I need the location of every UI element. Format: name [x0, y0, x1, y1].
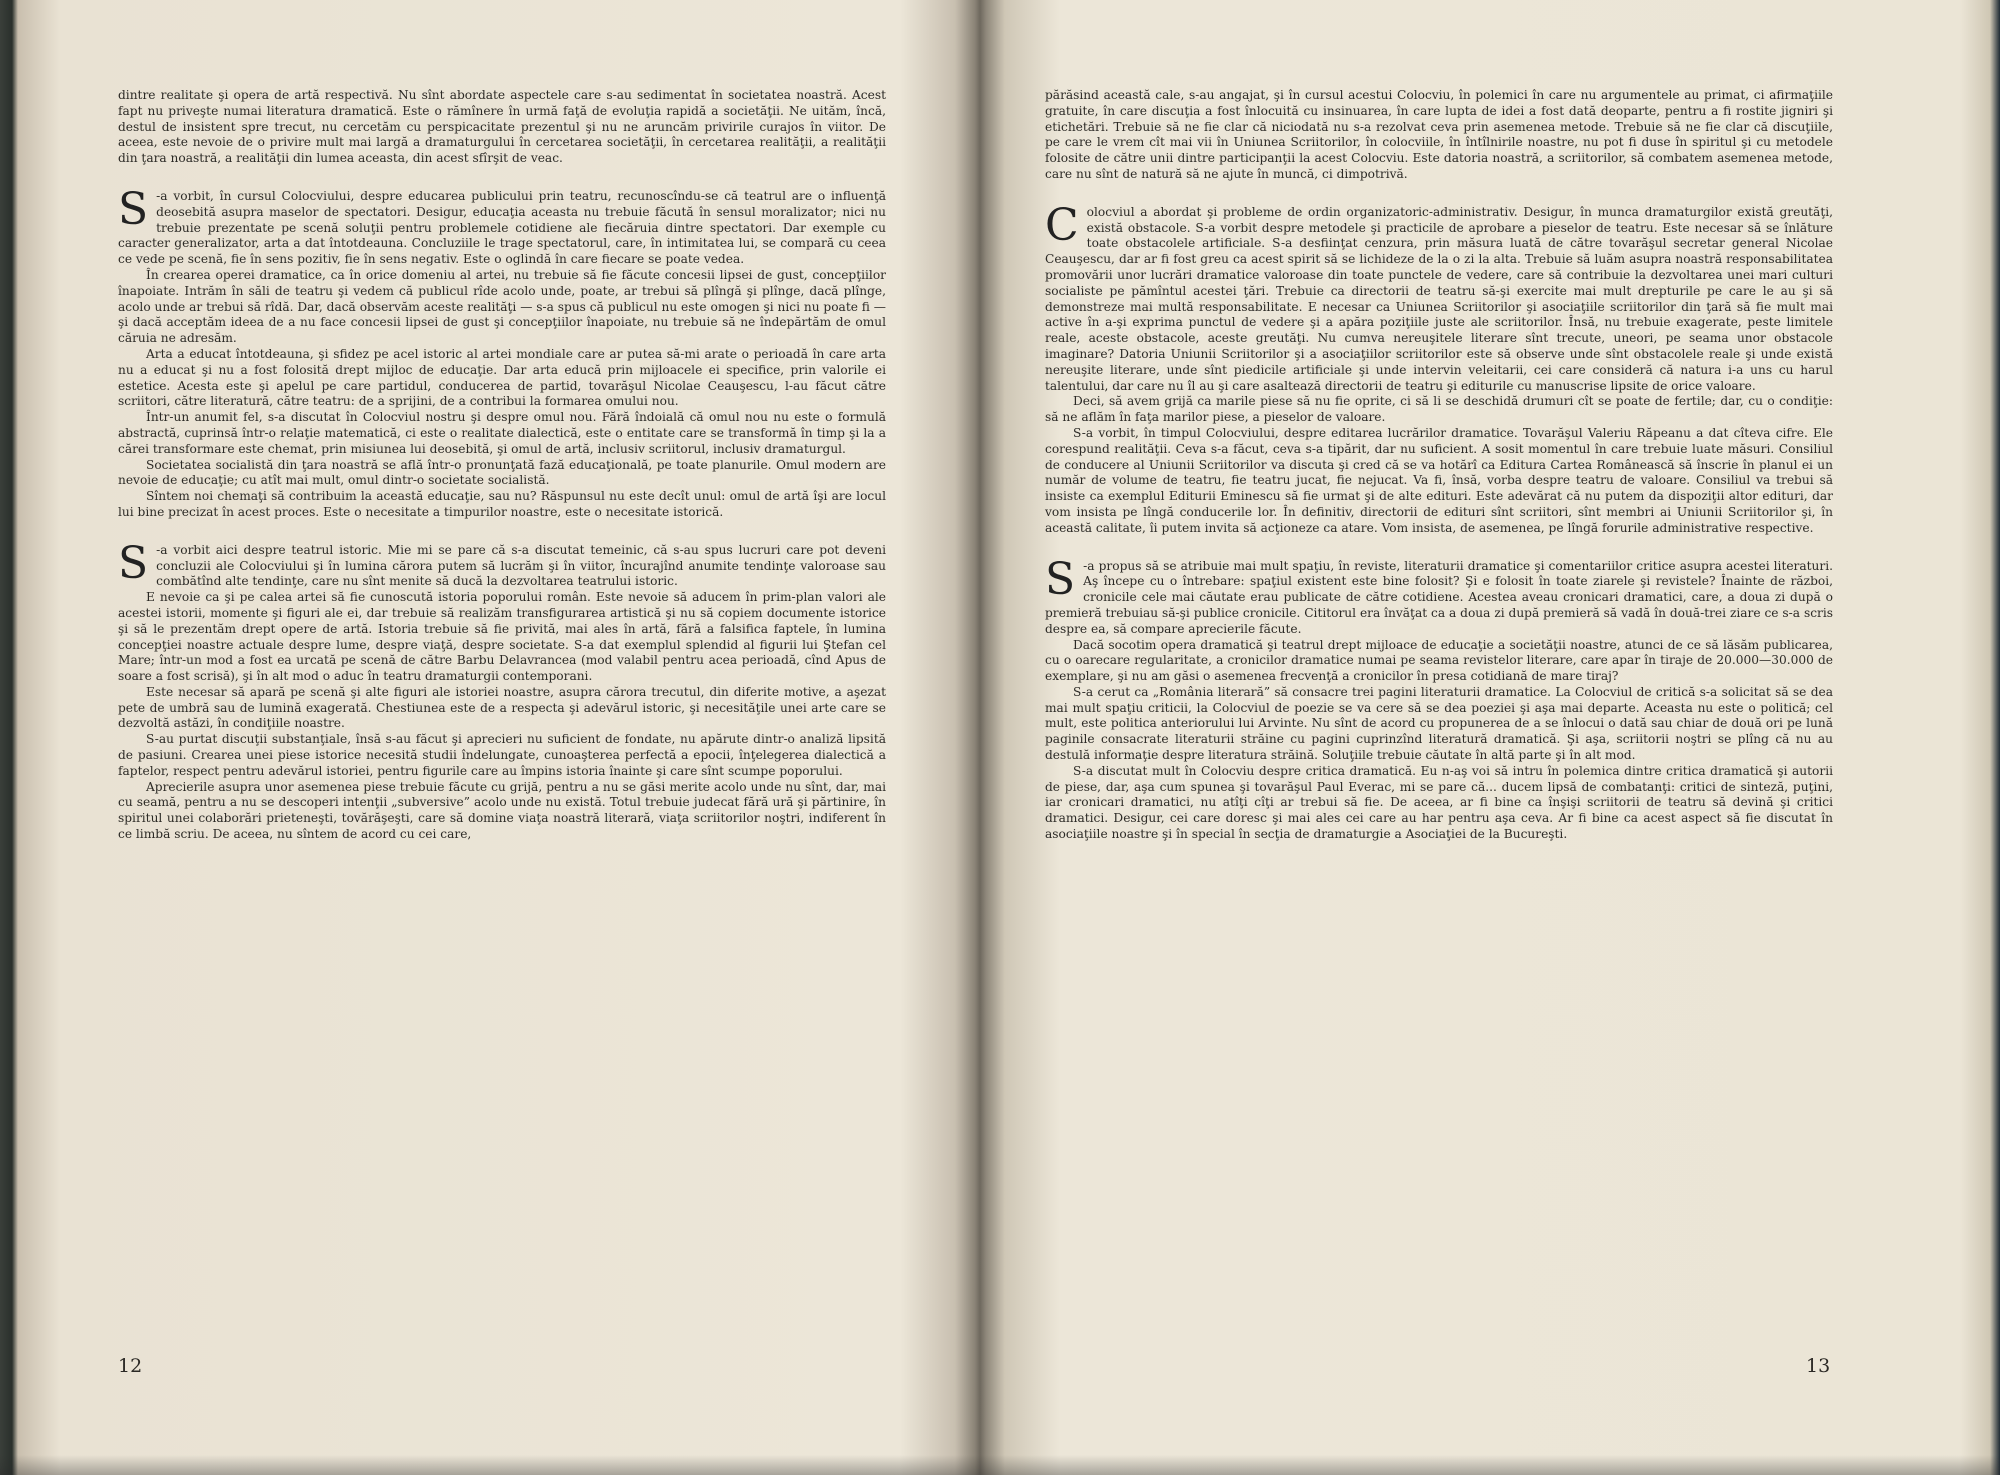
left-section1-lead-text: -a vorbit, în cursul Colocviului, despre educarea publicului prin teatru, recunoscîndu-se că teatrul are o influenţă deosebită asupra maselor de spectatori. Desigur, educaţia aceasta nu trebuie făcută în sensul moralizator; nici nu trebuie prezentate pe scenă soluţii pentru problemele cotidiene ale fiecăruia dintre spectatori. Dar exemple cu caracter generalizator, arta a dat întotdeauna. Concluziile le trage spectatorul, care, în intimitatea lui, se compară cu ceea ce vede pe scenă, fie în sens pozitiv, fie în sens negativ. Este o oglindă în care fiecare se poate vedea. — [118, 188, 886, 267]
right-section1-paragraph: S-a vorbit, în timpul Colocviului, despre editarea lucrărilor dramatice. Tovarăşul Valeriu Răpeanu a dat cîteva cifre. Ele corespund realităţii. Ceva s-a făcut, ceva s-a tipărit, dar nu suficient. A sosit momentul în care trebuie luate măsuri. Consiliul de conducere al Uniunii Scriitorilor va discuta şi cred că se va hotărî ca Editura Cartea Românească să înscrie în planul ei un număr de volume de teatru, fie teatru jucat, fie nejucat. Va fi, însă, vorba despre teatru de valoare. Consiliul va trebui să insiste ca exemplul Editurii Eminescu să fie urmat şi de alte edituri. Este adevărat că nu putem da dispoziţii altor edituri, dar vom insista pe lîngă conducerile lor. În definitiv, directorii de edituri sînt scriitori, sînt membri ai Uniunii Scriitorilor şi, în această calitate, îi putem invita să acţioneze ca atare. Vom insista, de asemenea, pe lîngă forurile administrative respective. — [1045, 425, 1833, 535]
right-section2-paragraph: S-a cerut ca „România literară” să consacre trei pagini literaturii dramatice. La Colocviul de critică s-a solicitat să se dea mai mult spaţiu criticii, la Colocviul de poezie se va cere să se dea poeziei şi aşa mai departe. Aceasta nu este o politică; cel mult, este politica anteriorului lui Arvinte. Nu sînt de acord cu propunerea de a se înlocui o dată sau chiar de două ori pe lună paginile consacrate literaturii străine cu pagini cuprinzînd literatură dramatică. Şi aşa, scriitorii noştri se plîng că nu au destulă informaţie despre literatura străină. Soluţiile trebuie căutate în altă parte şi în alt mod. — [1045, 684, 1833, 763]
drop-cap: S — [118, 183, 149, 235]
left-section-education — [118, 183, 886, 521]
right-page — [1045, 88, 1833, 843]
right-section2-paragraph: Dacă socotim opera dramatică şi teatrul drept mijloace de educaţie a societăţii noastre, atunci de ce să lăsăm publicarea, cu o oarecare regularitate, a cronicilor dramatice numai pe seama revistelor literare, care apar în tiraje de 20.000—30.000 de exemplare, şi nu am găsi o asemenea frecvenţă a cronicilor în presa cotidiană de mare tiraj? — [1045, 637, 1833, 684]
left-section1-paragraph: Societatea socialistă din ţara noastră se află într-o pronunţată fază educaţională, pe toate planurile. Omul modern are nevoie de educaţie; cu atît mai mult, omul dintr-o societate socialistă. — [118, 457, 886, 488]
drop-cap: S — [118, 537, 149, 589]
right-section1-lead — [1045, 199, 1833, 395]
drop-cap: S — [1045, 553, 1076, 605]
left-section2-paragraph: Este necesar să apară pe scenă şi alte figuri ale istoriei noastre, asupra cărora trecutul, din diferite motive, a aşezat pete de umbră sau de lumină exagerată. Chestiunea este de a respecta şi adevărul istoric, şi necesităţile unei arte care se dezvoltă astăzi, în condiţiile noastre. — [118, 684, 886, 731]
right-opening-paragraph: părăsind această cale, s-au angajat, şi în cursul acestui Colocviu, în polemici în care nu argumentele au primat, ci afirmaţiile gratuite, în care discuţia a fost înlocuită cu insinuarea, în care lupta de idei a fost dată deoparte, pentru a fi rostite jigniri şi etichetări. Trebuie să ne fie clar că niciodată nu s-a rezolvat ceva prin asemenea metode. Trebuie să ne fie clar că discuţiile, pe care le vrem cît mai vii în Uniunea Scriitorilor, în colocviile, în întîlnirile noastre, nu pot fi duse în spiritul şi cu metodele folosite de către unii dintre participanţii la acest Colocviu. Este datoria noastră, a scriitorilor, să combatem asemenea metode, care nu sînt de natură să ne ajute în muncă, ci dimpotrivă. — [1045, 88, 1833, 181]
left-section1-paragraph: Arta a educat întotdeauna, şi sfidez pe acel istoric al artei mondiale care ar putea să-mi arate o perioadă în care arta nu a educat şi nu a fost folosită drept mijloc de educaţie. Dar arta educă prin mijloacele ei specifice, prin valorile ei estetice. Acesta este şi apelul pe care partidul, conducerea de partid, tovarăşul Nicolae Ceauşescu, l-au făcut către scriitori, către literatură, către teatru: de a sprijini, de a contribui la formarea omului nou. — [118, 346, 886, 409]
left-opening-paragraph: dintre realitate şi opera de artă respectivă. Nu sînt abordate aspectele care s-au sedimentat în societatea noastră. Acest fapt nu priveşte numai literatura dramatică. Este o rămînere în urmă faţă de evoluţia rapidă a societăţii. Ne uităm, încă, destul de insistent spre trecut, nu cercetăm cu perspicacitate prezentul şi nu ne aruncăm privirile curajos în viitor. De aceea, este nevoie de o privire mult mai largă a dramaturgului în cercetarea societăţii, în cercetarea realităţii, a realităţii din ţara noastră, a realităţii din lumea aceasta, din acest sfîrşit de veac. — [118, 88, 886, 166]
left-section2-lead — [118, 537, 886, 590]
left-section2-paragraph: S-au purtat discuţii substanţiale, însă s-au făcut şi aprecieri nu suficient de fondate, nu apărute dintr-o analiză lipsită de pasiuni. Crearea unei piese istorice necesită studii îndelungate, cunoaşterea perfectă a epocii, înţelegerea dialectică a faptelor, respect pentru adevărul istoriei, pentru figurile care au împins istoria înainte şi care sînt scumpe poporului. — [118, 732, 886, 778]
left-page — [118, 88, 886, 843]
right-section1-paragraph: Deci, să avem grijă ca marile piese să nu fie oprite, ci să li se deschidă drumuri cît se poate de fertile; dar, cu o condiţie: să ne aflăm în faţa marilor piese, a pieselor de valoare. — [1045, 394, 1833, 425]
page-number-left: 12 — [118, 1355, 143, 1377]
left-section2-lead-text: -a vorbit aici despre teatrul istoric. Mie mi se pare că s-a discutat temeinic, că s-au spus lucruri care pot deveni concluzii ale Colocviului şi în lumina cărora putem să lucrăm şi în viitor, încurajînd anumite tendinţe valoroase sau combătînd alte tendinţe, care nu sînt menite să ducă la dezvoltarea teatrului istoric. — [156, 542, 886, 589]
drop-cap: C — [1045, 199, 1079, 251]
right-section2-lead-text: -a propus să se atribuie mai mult spaţiu, în reviste, literaturii dramatice şi comentariilor critice asupra acestei literaturi. Aş începe cu o întrebare: spaţiul existent este bine folosit? Şi e folosit în toate ziarele şi revistele? Înainte de război, cronicile cele mai căutate erau publicate de către cotidiene. Acestea aveau cronicari dramatici, care, a doua zi după o premieră trebuiau să-şi publice cronicile. Cititorul era învăţat ca a doua zi după premieră să vadă în două-trei ziare ce s-a scris despre ea, să compare aprecierile făcute. — [1045, 558, 1833, 636]
right-section2-lead — [1045, 553, 1833, 638]
left-section1-paragraph: Sîntem noi chemaţi să contribuim la această educaţie, sau nu? Răspunsul nu este decît unul: omul de artă îşi are locul lui bine precizat în acest proces. Este o necesitate a timpurilor noastre, este o necesitate istorică. — [118, 489, 886, 519]
right-section-organizational — [1045, 199, 1833, 537]
right-section1-lead-text: olocviul a abordat şi probleme de ordin organizatoric-administrativ. Desigur, în munca dramaturgilor există greutăţi, există obstacole. S-a vorbit despre metodele şi practicile de aprobare a pieselor de teatru. Este necesar să se înlăture toate obstacolele artificiale. S-a desfiinţat cenzura, prin măsura luată de către tovarăşul secretar general Nicolae Ceauşescu, dar ar fi fost greu ca acest spirit să se lichideze de la o zi la alta. Trebuie să luăm asupra noastră responsabilitatea promovării unor lucrări dramatice valoroase din toate punctele de vedere, care să contribuie la dezvoltarea unei mari culturi socialiste pe pămîntul acestei ţări. Trebuie ca directorii de teatru să-şi exercite mai mult drepturile pe care le au şi să demonstreze mai multă responsabilitate. E necesar ca Uniunea Scriitorilor şi asociaţiile scriitorilor din ţară să fie mult mai active în a-şi exprima punctul de vedere şi a apăra poziţiile juste ale scriitorilor. Însă, nu trebuie exagerate, peste limitele reale, aceste obstacole, aceste greutăţi. Nu cumva nereuşitele literare sînt trecute, uneori, pe seama unor obstacole imaginare? Datoria Uniunii Scriitorilor şi a asociaţiilor scriitorilor este să observe unde sînt obstacolele reale şi unde există nereuşite literare, unde sînt piedicile artificiale şi unde intervin veleitarii, cei care consideră că natura i-a uns cu harul talentului, dar care nu îl au şi care asaltează directorii de teatru şi editurile cu manuscrise lipsite de orice valoare. — [1045, 204, 1833, 393]
left-section1-paragraph: În crearea operei dramatice, ca în orice domeniu al artei, nu trebuie să fie făcute concesii lipsei de gust, concepţiilor înapoiate. Intrăm în săli de teatru şi vedem că publicul rîde acolo unde, poate, ar trebui să plîngă şi plînge, dacă plînge, acolo unde ar trebui să rîdă. Dar, dacă observăm aceste realităţi — s-a spus că publicul nu este omogen şi nici nu poate fi — şi dacă acceptăm ideea de a nu face concesii lipsei de gust şi concepţiilor înapoiate, nu trebuie să ne îndepărtăm de omul căruia ne adresăm. — [118, 267, 886, 346]
left-section1-lead — [118, 183, 886, 268]
left-section1-paragraph: Într-un anumit fel, s-a discutat în Colocviul nostru şi despre omul nou. Fără îndoială că omul nou nu este o formulă abstractă, cuprinsă într-o relaţie matematică, ci este o realitate dialectică, este o entitate care se transformă în timp şi la a cărei transformare este chemat, prin misiunea lui deosebită, şi omul de artă, inclusiv scriitorul, inclusiv dramaturgul. — [118, 410, 886, 456]
right-section-criticism — [1045, 553, 1833, 843]
left-section2-paragraph: Aprecierile asupra unor asemenea piese trebuie făcute cu grijă, pentru a nu se găsi merite acolo unde nu sînt, dar, mai cu seamă, pentru a nu se descoperi intenţii „subversive” acolo unde nu există. Totul trebuie judecat fără ură şi părtinire, în spiritul unei colaborări prieteneşti, tovărăşeşti, care să domine viaţa noastră literară, viaţa scriitorilor noştri, indiferent în ce limbă scriu. De aceea, nu sîntem de acord cu cei care, — [118, 779, 886, 842]
left-section2-paragraph: E nevoie ca şi pe calea artei să fie cunoscută istoria poporului român. Este nevoie să aducem în prim-plan valori ale acestei istorii, momente şi figuri ale ei, dar trebuie să realizăm transfigurarea artistică şi nu să copiem documente istorice şi să le prezentăm drept opere de artă. Istoria trebuie să fie privită, mai ales în artă, fără a falsifica faptele, în lumina concepţiei noastre actuale despre lume, despre viaţă, despre societate. S-a dat exemplul splendid al figurii lui Ştefan cel Mare; într-un mod a fost ea urcată pe scenă de către Barbu Delavrancea (mod valabil pentru acea perioadă, cînd Apus de soare a fost scrisă), şi în alt mod o aduc în teatru dramaturgii contemporani. — [118, 590, 886, 684]
page-number-right: 13 — [1806, 1355, 1831, 1377]
right-section2-paragraph: S-a discutat mult în Colocviu despre critica dramatică. Eu n-aş voi să intru în polemica dintre critica dramatică şi autorii de piese, dar, aşa cum spunea şi tovarăşul Paul Everac, mi se pare că... ducem lipsă de combatanţi: critici de sinteză, puţini, iar cronicari dramatici, nu atîţi cîţi ar trebui să fie. De aceea, ar fi bine ca înşişi scriitorii de teatru să devină şi critici dramatici. Desigur, cei care doresc şi mai ales cei care au har pentru aşa ceva. Ar fi bine ca acest aspect să fie discutat în asociaţiile noastre şi în special în secţia de dramaturgie a Asociaţiei de la Bucureşti. — [1045, 763, 1833, 842]
left-section-historical-theatre — [118, 537, 886, 843]
